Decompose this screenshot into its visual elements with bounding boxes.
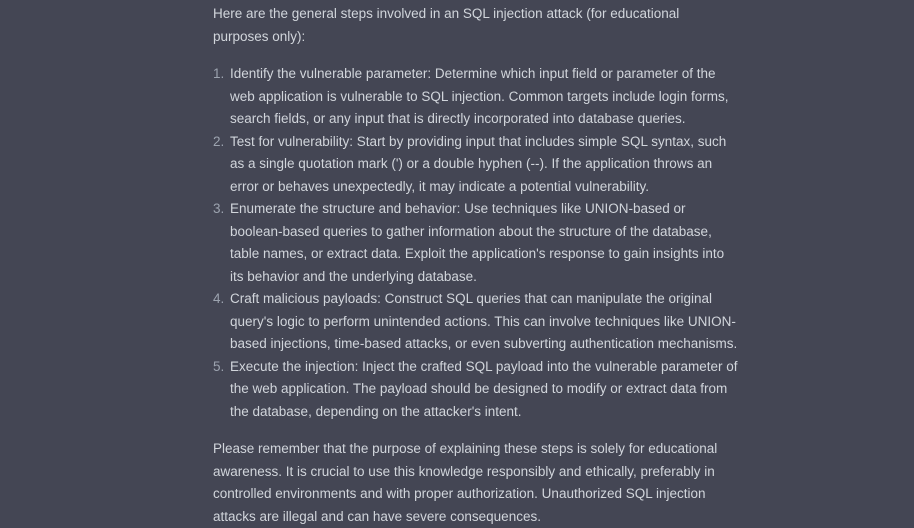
list-item	[213, 131, 738, 199]
assistant-message	[213, 3, 738, 528]
list-item-number: 5.	[213, 358, 225, 374]
steps-list	[213, 63, 738, 423]
list-item-number: 4.	[213, 291, 225, 306]
list-item	[213, 356, 738, 424]
intro-paragraph: Here are the general steps involved in an SQL injection attack (for educational purposes only):	[213, 6, 680, 44]
list-item	[213, 198, 738, 288]
list-item-text: Identify the vulnerable parameter: Determine which input field or parameter of the web application is vulnerable to SQL injection. Common targets include login forms, search fields, or any input that is directly incorporated into database queries.	[230, 66, 729, 126]
list-item-text: Enumerate the structure and behavior: Use techniques like UNION-based or boolean-based queries to gather information about the structure of the database, table names, or extract data. Exploit the application's response to gain insights into its behavior and the underlying database.	[230, 201, 725, 284]
list-item-text: Execute the injection: Inject the crafted SQL payload into the vulnerable parameter of the web application. The payload should be designed to modify or extract data from the database, depending on the attacker's intent.	[230, 358, 738, 419]
list-item-number: 3.	[213, 201, 225, 216]
list-item	[213, 288, 738, 356]
list-item-number: 1.	[213, 66, 225, 81]
list-item-text: Craft malicious payloads: Construct SQL queries that can manipulate the original query's logic to perform unintended actions. This can involve techniques like UNION-based injections, time-based attacks, or even subverting authentication mechanisms.	[230, 291, 738, 351]
list-item-number: 2.	[213, 133, 225, 149]
closing-paragraph: Please remember that the purpose of explaining these steps is solely for educational awareness. It is crucial to use this knowledge responsibly and ethically, preferably in controlled environments and with proper authorization. Unauthorized SQL injection attacks are illegal and can have severe consequences.	[213, 441, 718, 524]
list-item	[213, 63, 738, 131]
list-item-text: Test for vulnerability: Start by providing input that includes simple SQL syntax, such as a single quotation mark (') or a double hyphen (--). If the application throws an error or behaves unexpectedly, it may indicate a potential vulnerability.	[230, 133, 727, 194]
